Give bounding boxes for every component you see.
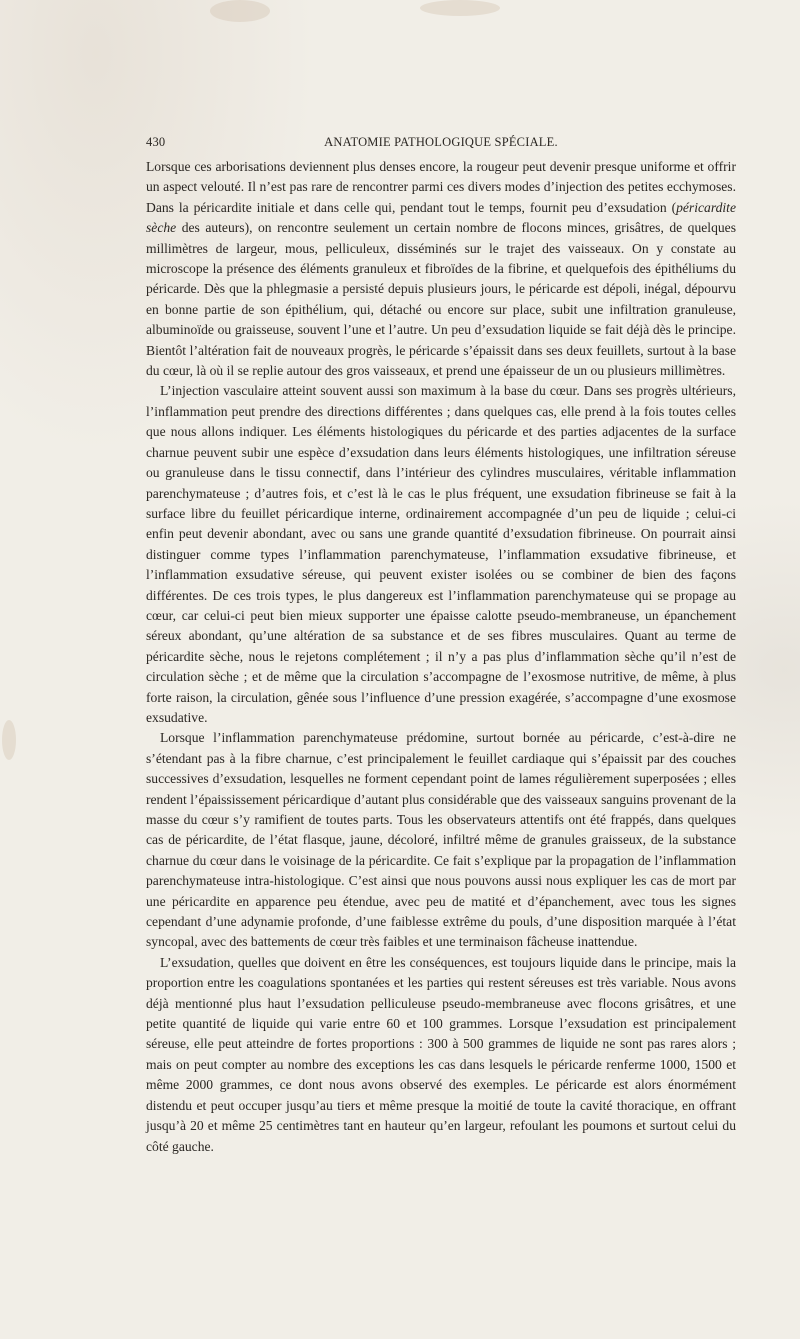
paper-stain: [210, 0, 270, 22]
body-text: [146, 157, 736, 1157]
page-header: [146, 135, 736, 153]
paragraph-text: Lorsque ces arborisations deviennent plus denses encore, la rougeur peut devenir presque uniforme et offrir un aspect velouté. Il n’est pas rare de rencontrer parmi ces divers modes d’injection des petites ecchymoses. Dans la péricardite initiale et dans celle qui, pendant tout le temps, fournit peu d’exsudation (: [146, 159, 736, 215]
italic-term: péricardite sèche: [146, 199, 736, 236]
paragraph: L’exsudation, quelles que doivent en être les conséquences, est toujours liquide dans le principe, mais la proportion entre les coagulations spontanées et les parties qui restent séreuses est très variable. Nous avons déjà mentionné plus haut l’exsudation pelliculeuse pseudo-membraneuse avec flocons grisâtres, et une petite quantité de liquide qui varie entre 60 et 100 grammes. Lorsque l’exsudation est principalement séreuse, elle peut atteindre de fortes proportions : 300 à 500 grammes de liquide ne sont pas rares alors ; mais on peut compter au nombre des exceptions les cas dans lesquels le péricarde renferme 1000, 1500 et même 2000 grammes, ce dont nous avons observé des exemples. Le péricarde est alors énormément distendu et peut occuper jusqu’au tiers et même presque la moitié de toute la cavité thoracique, en offrant jusqu’à 20 et même 25 centimètres tant en hauteur qu’en largeur, refoulant les poumons et surtout celui du côté gauche.: [146, 954, 736, 1154]
paragraph: L’injection vasculaire atteint souvent aussi son maximum à la base du cœur. Dans ses progrès ultérieurs, l’inflammation peut prendre des directions différentes ; dans quelques cas, elle prend à la fois toutes celles que nous allons indiquer. Les éléments histologiques du péricarde et des parties adjacentes de la surface charnue peuvent subir une espèce d’exsudation dans leurs éléments histologiques, une infiltration séreuse ou granuleuse dans le tissu connectif, dans l’intérieur des cylindres musculaires, véritable inflammation parenchymateuse ; d’autres fois, et c’est là le cas le plus fréquent, une exsudation fibrineuse se fait à la surface libre du feuillet péricardique interne, ordinairement accompagnée d’un peu de liquide ; celui-ci enfin peut devenir abondant, avec ou sans une grande quantité d’exsudation fibrineuse. On pourrait ainsi distinguer comme types l’inflammation parenchymateuse, l’inflammation exsudative fibrineuse, et l’inflammation exsudative séreuse, qui peuvent exister isolées ou se combiner de bien des façons différentes. De ces trois types, le plus dangereux est l’inflammation parenchymateuse qui se propage au cœur, car celui-ci peut bien mieux supporter une épaisse calotte pseudo-membraneuse, un épanchement séreux abondant, qu’une altération de sa substance et de ses fibres musculaires. Quant au terme de péricardite sèche, nous le rejetons complétement ; il n’y a pas plus d’inflammation sèche qu’il n’est de circulation sèche ; et de même que la circulation s’accompagne de l’exosmose nutritive, de même, à plus forte raison, la circulation, gênée sous l’influence d’une pression exagérée, s’accompagne d’une exosmose exsudative.: [146, 383, 736, 725]
paper-stain: [2, 720, 16, 760]
paper-stain: [420, 0, 500, 16]
paragraph-text: des auteurs), on rencontre seulement un certain nombre de flocons minces, grisâtres, de quelques millimètres de largeur, mous, pelliculeux, disséminés sur le trajet des vaisseaux. On y constate au microscope la présence des éléments granuleux et fibroïdes de la fibrine, et quelquefois des épithéliums du péricarde. Dès que la phlegmasie a persisté depuis plusieurs jours, le péricarde est dépoli, inégal, dépourvu en bonne partie de son épithélium, qui, détaché ou encore sur place, subit une infiltration granuleuse, albuminoïde ou graisseuse, souvent l’une et l’autre. Un peu d’exsudation liquide se fait déjà dès le principe. Bientôt l’altération fait de nouveaux progrès, le péricarde s’épaissit dans ses deux feuillets, surtout à la base du cœur, là où il se replie autour des gros vaisseaux, et prend une épaisseur de un ou plusieurs millimètres.: [146, 220, 736, 379]
paragraph: [146, 157, 736, 381]
paragraph: Lorsque l’inflammation parenchymateuse prédomine, surtout bornée au péricarde, c’est-à-dire ne s’étendant pas à la fibre charnue, c’est principalement le feuillet cardiaque qui s’épaissit par des couches successives d’exsudation, lesquelles ne forment cependant point de lames régulièrement superposées ; elles rendent l’épaississement péricardique d’autant plus considérable que des vaisseaux sanguins provenant de la masse du cœur s’y ramifient de toutes parts. Tous les observateurs attentifs ont été frappés, dans quelques cas de péricardite, de l’état flasque, jaune, décoloré, infiltré même de granules graisseux, de la substance charnue du cœur dans le voisinage de la péricardite. Ce fait s’explique par la propagation de l’inflammation parenchymateuse intra-histologique. C’est ainsi que nous pouvons aussi nous expliquer les cas de mort par une péricardite en apparence peu étendue, avec peu de matité et d’épanchement, avec tous les signes cependant d’une adynamie profonde, d’une faiblesse extrême du pouls, d’une disposition marquée à l’état syncopal, avec des battements de cœur très faibles et une terminaison fâcheuse inattendue.: [146, 730, 736, 950]
page-number: 430: [146, 135, 166, 149]
running-title: ANATOMIE PATHOLOGIQUE SPÉCIALE.: [324, 135, 558, 149]
